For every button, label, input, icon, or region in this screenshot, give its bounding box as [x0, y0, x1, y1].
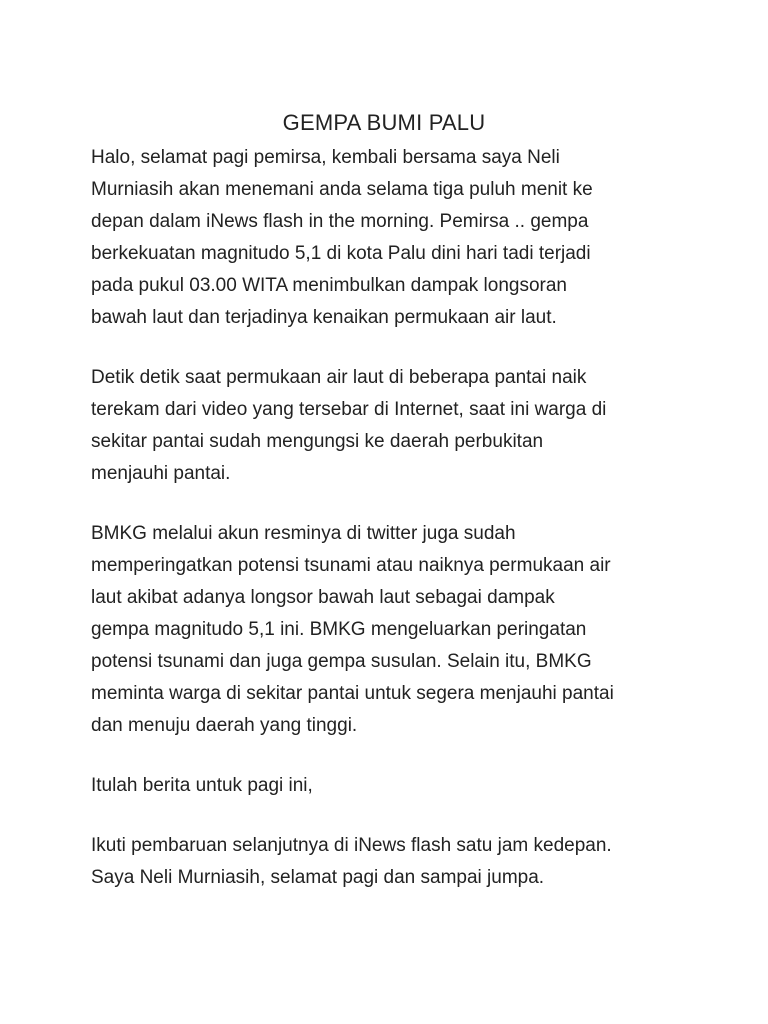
text-line: potensi tsunami dan juga gempa susulan. Selain itu, BMKG [91, 651, 592, 672]
paragraph-bmkg [91, 518, 711, 742]
text-line: dan menuju daerah yang tinggi. [91, 715, 358, 736]
document-body [91, 142, 711, 894]
paragraph-closing [91, 770, 711, 802]
text-line: pada pukul 03.00 WITA menimbulkan dampak longsoran [91, 275, 567, 296]
text-line: Ikuti pembaruan selanjutnya di iNews flash satu jam kedepan. [91, 835, 612, 856]
text-line: Detik detik saat permukaan air laut di beberapa pantai naik [91, 367, 587, 388]
text-line: sekitar pantai sudah mengungsi ke daerah perbukitan [91, 431, 544, 452]
text-line: berkekuatan magnitudo 5,1 di kota Palu dini hari tadi terjadi [91, 243, 591, 264]
text-line: bawah laut dan terjadinya kenaikan permukaan air laut. [91, 307, 557, 328]
text-line: terekam dari video yang tersebar di Internet, saat ini warga di [91, 399, 607, 420]
text-line: depan dalam iNews flash in the morning. Pemirsa .. gempa [91, 211, 589, 232]
text-line: laut akibat adanya longsor bawah laut sebagai dampak [91, 587, 555, 608]
text-line: memperingatkan potensi tsunami atau naiknya permukaan air [91, 555, 611, 576]
paragraph-intro [91, 142, 711, 334]
text-line: Murniasih akan menemani anda selama tiga puluh menit ke [91, 179, 593, 200]
text-line: Saya Neli Murniasih, selamat pagi dan sampai jumpa. [91, 867, 545, 888]
paragraph-detik [91, 362, 711, 490]
text-line: BMKG melalui akun resminya di twitter juga sudah [91, 523, 516, 544]
text-line: Itulah berita untuk pagi ini, [91, 775, 313, 796]
document-title: GEMPA BUMI PALU [282, 110, 486, 135]
paragraph-signoff [91, 830, 711, 894]
text-line: gempa magnitudo 5,1 ini. BMKG mengeluarkan peringatan [91, 619, 587, 640]
text-line: meminta warga di sekitar pantai untuk segera menjauhi pantai [91, 683, 614, 704]
text-line: Halo, selamat pagi pemirsa, kembali bersama saya Neli [91, 147, 560, 168]
text-line: menjauhi pantai. [91, 463, 231, 484]
